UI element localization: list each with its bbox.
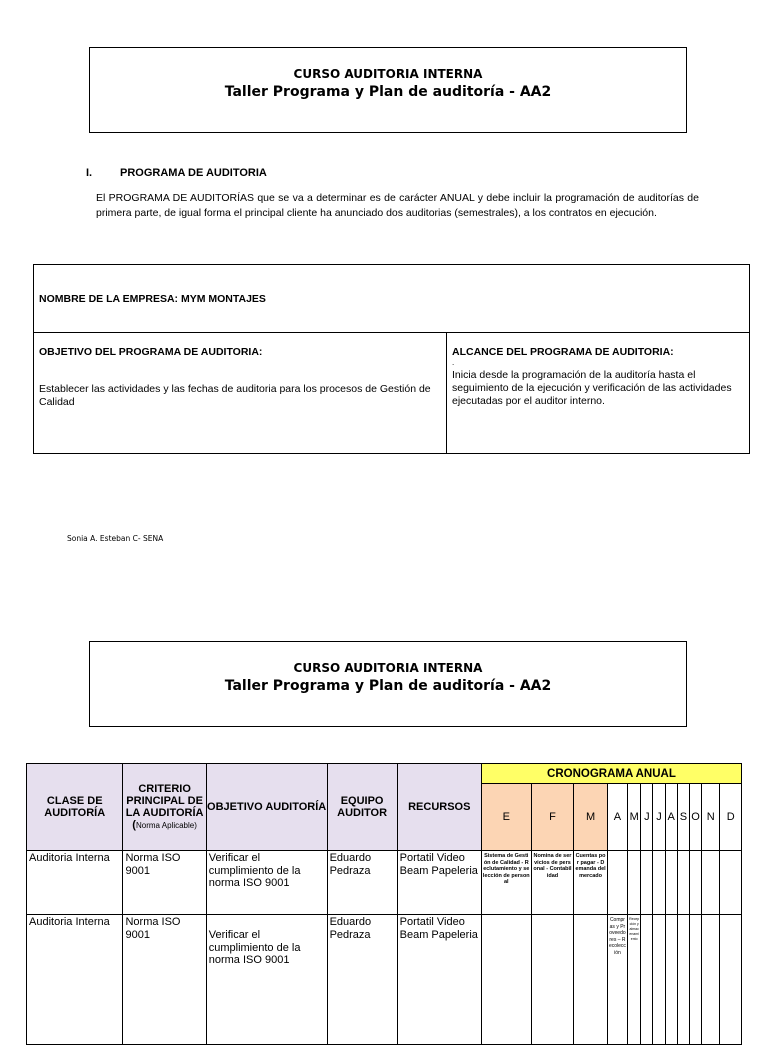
month-a2: A [665,784,677,851]
scope-dot: . [452,358,455,367]
row-criterio: Norma ISO 9001 [123,851,206,915]
header-criterio-note: Norma Aplicable) [135,821,197,830]
month-a: A [607,784,627,851]
row-month-a [607,851,627,915]
intro-paragraph: El PROGRAMA DE AUDITORÍAS que se va a determinar es de carácter ANUAL y debe incluir la programación de auditorías de primera parte, de igual forma el principal cliente ha anunciado dos auditorias (semestrales), a los contratos en ejecución. [96,192,699,219]
section-heading [86,167,267,179]
month-m: M [574,784,608,851]
scope-cell [447,333,749,453]
month-s: S [677,784,689,851]
title-box-bottom [89,641,687,727]
row-clase: Auditoria Interna [27,915,123,1045]
month-o: O [689,784,701,851]
month-d: D [720,784,742,851]
row-month-e [481,915,531,1045]
row-month-f [531,915,574,1045]
row-objetivo: Verificar el cumplimiento de la norma ISO 9001 [206,915,327,1045]
course-title: CURSO AUDITORIA INTERNA [293,67,483,81]
row-month-m: Cuentas por pagar - Demanda del mercado [574,851,608,915]
row-month-m2 [628,851,641,915]
objective-cell [34,333,447,453]
row-recursos: Portatil Video Beam Papeleria [397,915,481,1045]
month-n: N [702,784,720,851]
month-e: E [481,784,531,851]
objective-title: OBJETIVO DEL PROGRAMA DE AUDITORIA: [39,346,263,358]
row-clase: Auditoria Interna [27,851,123,915]
row-criterio: Norma ISO 9001 [123,915,206,1045]
workshop-title: Taller Programa y Plan de auditoría - AA2 [224,84,552,100]
objective-text: Establecer las actividades y las fechas de auditoria para los procesos de Gestión de Calidad [39,383,431,408]
section-number: I. [86,167,93,179]
month-m2: M [628,784,641,851]
header-cronograma: CRONOGRAMA ANUAL [481,764,741,784]
header-objetivo: OBJETIVO AUDITORÍA [206,764,327,851]
row-month-m2: Recepción y almacenamiento [628,915,641,1045]
header-recursos: RECURSOS [397,764,481,851]
company-box [33,264,750,454]
scope-title: ALCANCE DEL PROGRAMA DE AUDITORIA: [452,346,674,358]
row-month-m [574,915,608,1045]
row-month-a: Compras y Proveedores – Recolección [607,915,627,1045]
table-row [27,915,742,1045]
table-row [27,851,742,915]
month-j2: J [653,784,665,851]
company-name: NOMBRE DE LA EMPRESA: MYM MONTAJES [34,265,749,333]
header-equipo: EQUIPO AUDITOR [327,764,397,851]
title-box-top [89,47,687,133]
header-criterio-text: CRITERIO PRINCIPAL DE LA AUDITORÍA [125,783,204,819]
row-objetivo: Verificar el cumplimiento de la norma ISO 9001 [206,851,327,915]
scope-text: Inicia desde la programación de la auditoría hasta el seguimiento de la ejecución y verificación de las actividades ejecutadas por el auditor interno. [452,369,732,407]
row-month-e: Sistema de Gestión de Calidad - Reclutamiento y selección de personal [481,851,531,915]
month-f: F [531,784,574,851]
footer-author: Sonia A. Esteban C- SENA [67,534,164,543]
schedule-table [26,763,742,1045]
row-recursos: Portatil Video Beam Papeleria [397,851,481,915]
header-criterio-open: ( [132,819,136,831]
header-criterio [123,764,206,851]
row-equipo: Eduardo Pedraza [327,915,397,1045]
workshop-title: Taller Programa y Plan de auditoría - AA2 [224,678,552,694]
header-clase: CLASE DE AUDITORÍA [27,764,123,851]
row-month-f: Nomina de servicios de personal - Contabilidad [531,851,574,915]
month-j: J [641,784,653,851]
section-title: PROGRAMA DE AUDITORIA [120,167,267,179]
course-title: CURSO AUDITORIA INTERNA [293,661,483,675]
row-equipo: Eduardo Pedraza [327,851,397,915]
